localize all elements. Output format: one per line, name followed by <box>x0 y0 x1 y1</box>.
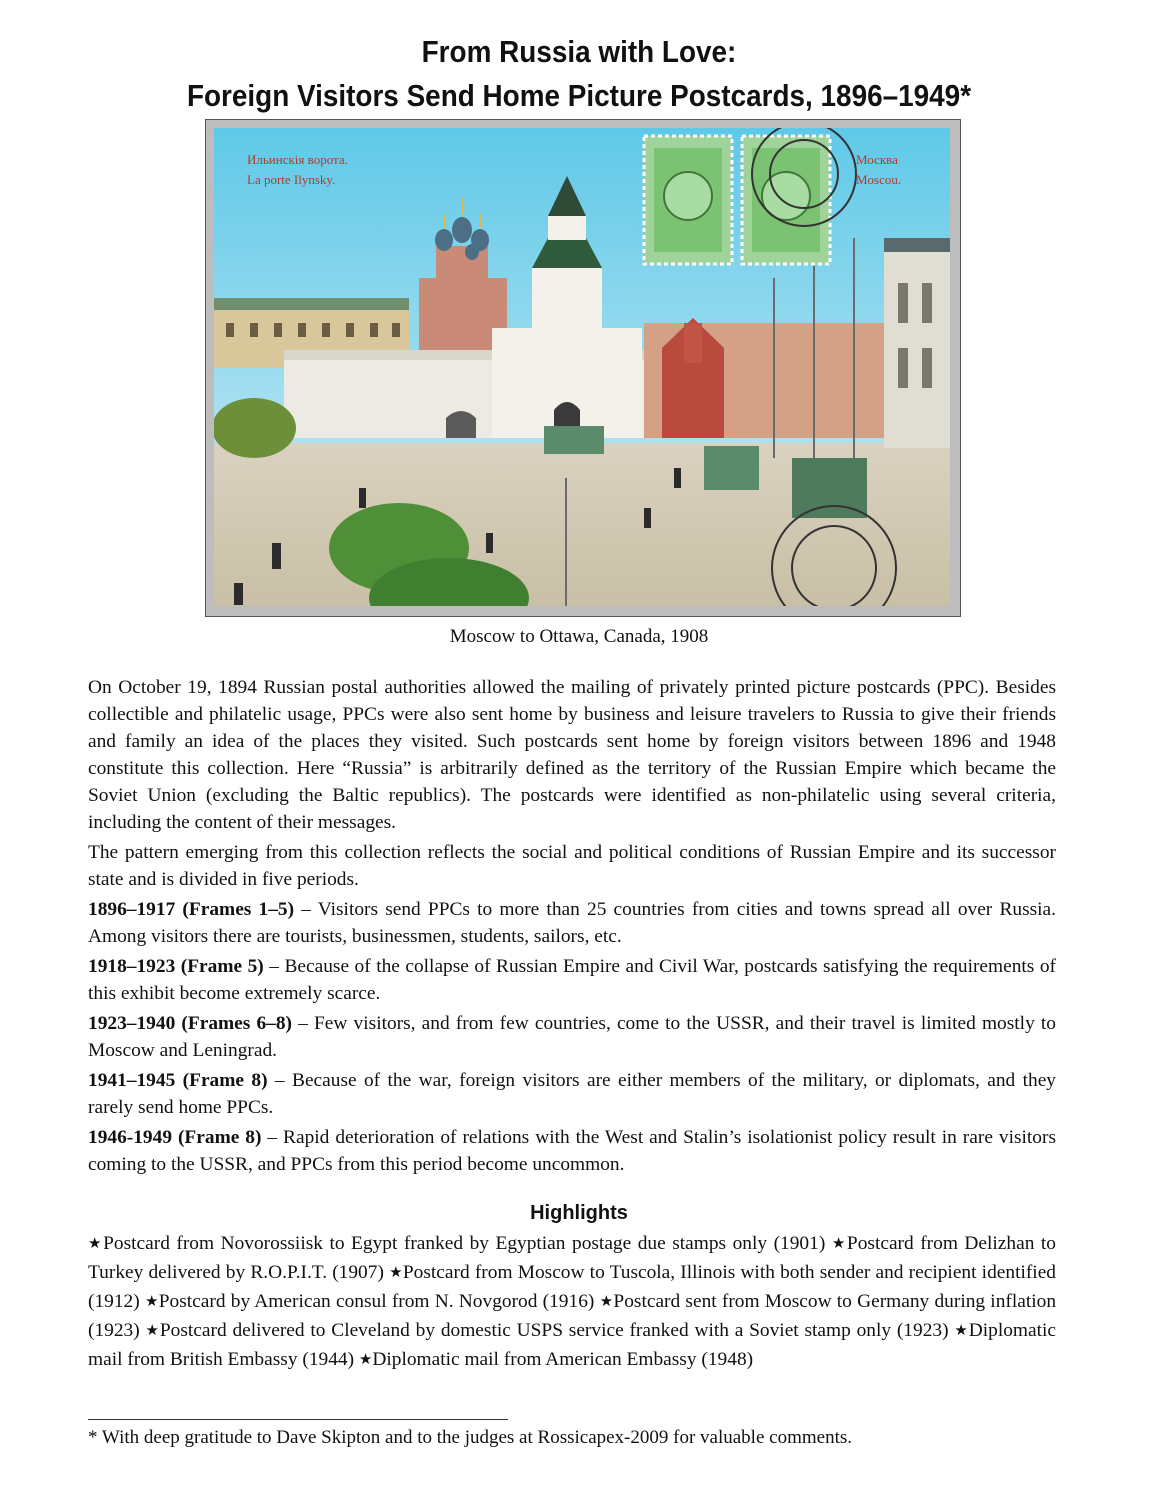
image-caption: Moscow to Ottawa, Canada, 1908 <box>449 626 709 647</box>
footnote: * With deep gratitude to Dave Skipton and to the judges at Rossicapex-2009 for valuable comments. <box>88 1427 852 1448</box>
star-icon: ★ <box>831 1236 847 1252</box>
postcard-label-right-ru: Москва <box>856 152 898 167</box>
postcard-label-right-fr: Moscou. <box>856 172 902 187</box>
star-icon: ★ <box>389 1265 403 1281</box>
postcard-label-left-fr: La porte Ilynsky. <box>247 172 336 187</box>
period-label: 1896–1917 (Frames 1–5) <box>88 899 295 920</box>
period-text: – Rapid deterioration of relations with the West and Stalin’s isolationist policy result in rare visitors coming to the USSR, and PPCs from this period become uncommon. <box>88 1127 1056 1175</box>
highlight-item: Postcard from Delizhan to Turkey delivered by R.O.P.I.T. (1907) <box>88 1233 1056 1283</box>
highlights-paragraph <box>88 1230 1056 1375</box>
highlight-item: Postcard from Moscow to Tuscola, Illinois with both sender and recipient identified (1912) <box>88 1262 1056 1312</box>
period-text: – Because of the collapse of Russian Empire and Civil War, postcards satisfying the requirements of this exhibit become extremely scarce. <box>88 956 1056 1004</box>
period-text: – Because of the war, foreign visitors are either members of the military, or diplomats, and they rarely send home PPCs. <box>88 1070 1057 1118</box>
intro-paragraph-1: On October 19, 1894 Russian postal authorities allowed the mailing of privately printed picture postcards (PPC). Besides collectible and philatelic usage, PPCs were also sent home by business and leisure travelers to Russia to give their friends and family an idea of the places they visited. Such postcards sent home by foreign visitors between 1896 and 1948 constitute this collection. Here “Russia” is arbitrarily defined as the territory of the Russian Empire which became the Soviet Union (excluding the Baltic republics). The postcards were identified as non-philatelic using several criteria, including the content of their messages. <box>88 677 1056 833</box>
period-label: 1946-1949 (Frame 8) <box>88 1127 262 1148</box>
period-paragraph <box>88 953 1056 1007</box>
highlights-list <box>88 1230 1056 1378</box>
postcard-label-left-ru: Ильинскія ворота. <box>247 152 348 167</box>
page-title-line-2: Foreign Visitors Send Home Picture Postcards, 1896–1949* <box>186 78 972 113</box>
postcard-image <box>214 128 950 606</box>
period-paragraph <box>88 1010 1056 1064</box>
star-icon: ★ <box>599 1294 614 1310</box>
period-text: – Few visitors, and from few countries, come to the USSR, and their travel is limited mostly to Moscow and Leningrad. <box>88 1013 1056 1061</box>
highlight-item: Diplomatic mail from British Embassy (1944) <box>88 1320 1056 1370</box>
star-icon: ★ <box>358 1352 373 1368</box>
period-paragraph <box>88 896 1056 950</box>
star-icon: ★ <box>88 1236 104 1252</box>
intro-paragraph-2: The pattern emerging from this collection reflects the social and political conditions of Russian Empire and its successor state and is divided in five periods. <box>88 842 1056 890</box>
page-title-line-1: From Russia with Love: <box>421 34 737 69</box>
period-paragraph <box>88 1067 1056 1121</box>
highlight-item: Diplomatic mail from American Embassy (1948) <box>372 1349 754 1370</box>
highlight-item: Postcard by American consul from N. Novgorod (1916) <box>158 1291 595 1312</box>
postcard-image-frame <box>205 119 961 617</box>
intro-section <box>88 674 1056 1181</box>
highlight-item: Postcard from Novorossiisk to Egypt franked by Egyptian postage due stamps only (1901) <box>103 1233 826 1254</box>
highlight-item: Postcard sent from Moscow to Germany during inflation (1923) <box>88 1291 1057 1341</box>
footnote-divider <box>88 1419 508 1420</box>
period-label: 1923–1940 (Frames 6–8) <box>88 1013 293 1034</box>
star-icon: ★ <box>144 1294 159 1310</box>
period-label: 1941–1945 (Frame 8) <box>88 1070 268 1091</box>
period-paragraph <box>88 1124 1056 1178</box>
period-text: – Visitors send PPCs to more than 25 countries from cities and towns spread all over Russia. Among visitors there are tourists, businessmen, students, sailors, etc. <box>88 899 1057 947</box>
star-icon: ★ <box>145 1323 160 1339</box>
highlight-item: Postcard delivered to Cleveland by domestic USPS service franked with a Soviet stamp only (1923) <box>159 1320 949 1341</box>
highlights-heading: Highlights <box>530 1202 628 1224</box>
star-icon: ★ <box>954 1323 969 1339</box>
period-label: 1918–1923 (Frame 5) <box>88 956 264 977</box>
stamp-left <box>644 136 732 264</box>
